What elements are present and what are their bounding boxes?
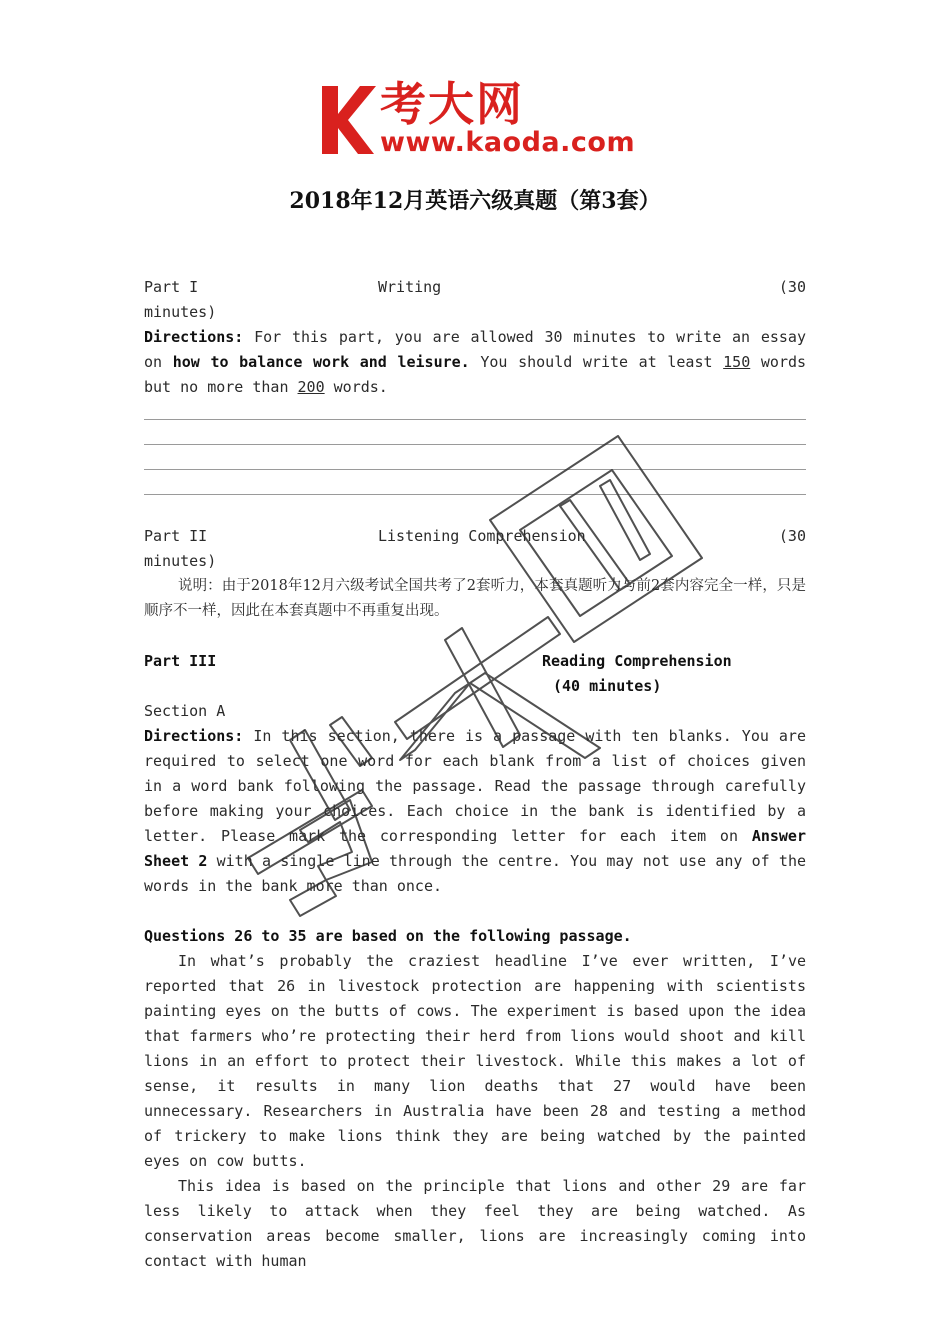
min-words: 150 [723,353,751,371]
part1-block [144,275,806,400]
writing-line [144,419,806,420]
part2-block [144,524,806,624]
directions-text-4: than [252,378,289,396]
directions-text-5: words. [333,378,388,396]
directions-text-2: You should write at least [480,353,713,371]
directions-text: In this section, there is a passage with ten blanks. You are required to select one word for each blank from a list of choices given in a word bank following the passage. Read the passage through carefully before making your choices. Each choice in the bank is identified by a letter. Please mark the corresponding letter for each item on [144,727,806,845]
answer-sheet-ref: Answer Sheet 2 [144,827,806,870]
directions-label: Directions: [144,727,244,745]
directions-label: Directions: [144,328,244,346]
part3-time: (40 minutes) [553,677,662,695]
page-title: 2018年12月英语六级真题（第3套） [289,188,661,214]
passage-paragraph-1: In what’s probably the craziest headline I’ve ever written, I’ve reported that 26 in livestock protection are happening with scientists painting eyes on the butts of cows. The experiment is based upon the idea that farmers who’re protecting their herd from lions would shoot and kill lions in an effort to protect their livestock. While this makes a lot of sense, it results in many lion deaths that 27 would have been unnecessary. Researchers in Australia have been 28 and testing a method of trickery to make lions think they are being watched by the painted eyes on cow butts. [144,952,806,1170]
passage-paragraph-2: This idea is based on the principle that lions and other 29 are far less likely to attack when they feel they are being watched. As conservation areas become smaller, lions are increasingly coming into contact with human [144,1177,806,1270]
essay-topic: how [172,353,200,371]
part3-directions [144,724,806,899]
essay-topic-cont: to balance work and leisure. [210,353,470,371]
part3-label: Part III [144,652,217,670]
part2-time-unit: minutes) [144,552,217,570]
part1-name: Writing [378,278,442,296]
part1-time-unit: minutes) [144,303,217,321]
part1-directions [144,325,806,400]
part3-name: Reading Comprehension [542,652,732,670]
part2-label: Part II [144,527,208,545]
part2-name: Listening Comprehension [378,527,586,545]
part2-time: (30 [778,527,806,545]
directions-text-3: words but no more [144,353,807,396]
part1-label: Part I [144,278,199,296]
logo-url: www.kaoda.com [380,127,636,158]
writing-line [144,469,806,470]
directions-text-2: with a single line through the centre. You may not use any of the words in the bank more than once. [144,852,807,895]
section-a-heading: Section A [144,702,226,720]
logo-chinese-name: 考大网 [380,77,524,131]
part3-block [144,649,806,1274]
part1-time: (30 [778,278,806,296]
max-words: 200 [297,378,325,396]
part2-note: 说明：由于2018年12月六级考试全国共考了2套听力，本套真题听力与前2套内容完全一样，只是顺序不一样，因此在本套真题中不再重复出现。 [144,578,806,619]
kaoda-logo[interactable] [318,78,648,163]
writing-line [144,494,806,495]
questions-heading: Questions 26 to 35 are based on the following passage. [144,927,632,945]
writing-line [144,444,806,445]
directions-text: For this part, you are allowed 30 minutes to write an essay on [144,328,806,371]
k-logo-icon [318,84,378,156]
